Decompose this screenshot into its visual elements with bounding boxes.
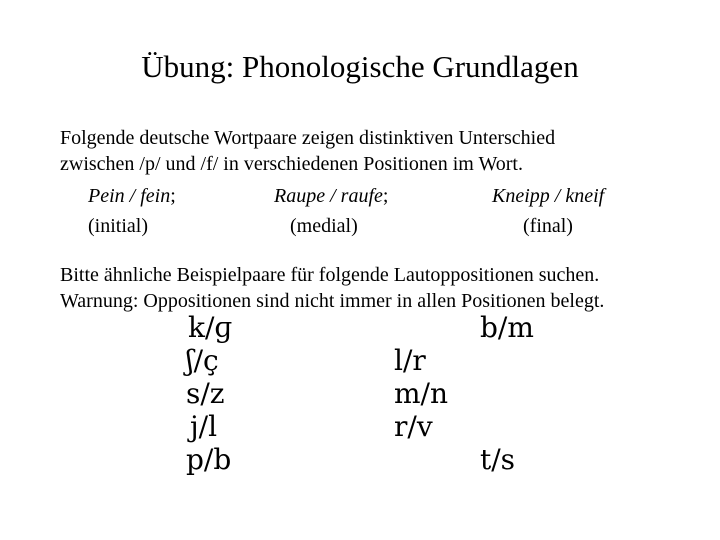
position-initial: (initial) (88, 215, 148, 237)
opposition-pair: j/l (190, 410, 218, 443)
example-word: Pein (88, 185, 125, 207)
example-separator: / (325, 185, 341, 207)
opposition-pair: s/z (186, 377, 225, 410)
example-medial (274, 183, 388, 209)
opposition-pair: p/b (186, 443, 232, 476)
opposition-pair: t/s (480, 443, 516, 476)
example-word: raufe (340, 185, 383, 207)
example-word: Raupe (274, 185, 326, 207)
intro-line-2: zwischen /p/ und /f/ in verschiedenen Positionen im Wort. (60, 153, 523, 175)
example-final (492, 183, 604, 209)
example-separator: / (124, 185, 141, 207)
example-punct: ; (382, 185, 389, 207)
example-separator: / (549, 185, 566, 207)
example-punct: ; (170, 185, 176, 207)
task-line-2: Warnung: Oppositionen sind nicht immer in allen Positionen belegt. (60, 290, 605, 312)
example-initial (88, 183, 176, 209)
opposition-pair: b/m (480, 311, 534, 344)
intro-line-1: Folgende deutsche Wortpaare zeigen distinktiven Unterschied (60, 127, 556, 149)
example-word: Kneipp (492, 185, 550, 207)
task-line-1: Bitte ähnliche Beispielpaare für folgende Lautoppositionen suchen. (60, 264, 600, 286)
position-final: (final) (523, 215, 573, 237)
opposition-pair: ʃ/ç (186, 344, 219, 377)
opposition-pair: l/r (394, 344, 426, 377)
position-medial: (medial) (290, 215, 358, 237)
example-word: kneif (565, 185, 605, 207)
opposition-pair: r/v (394, 410, 433, 443)
opposition-pair: m/n (394, 377, 449, 410)
opposition-pair: k/ɡ (188, 311, 233, 344)
page-title: Übung: Phonologische Grundlagen (141, 49, 579, 84)
example-word: fein (140, 185, 171, 207)
